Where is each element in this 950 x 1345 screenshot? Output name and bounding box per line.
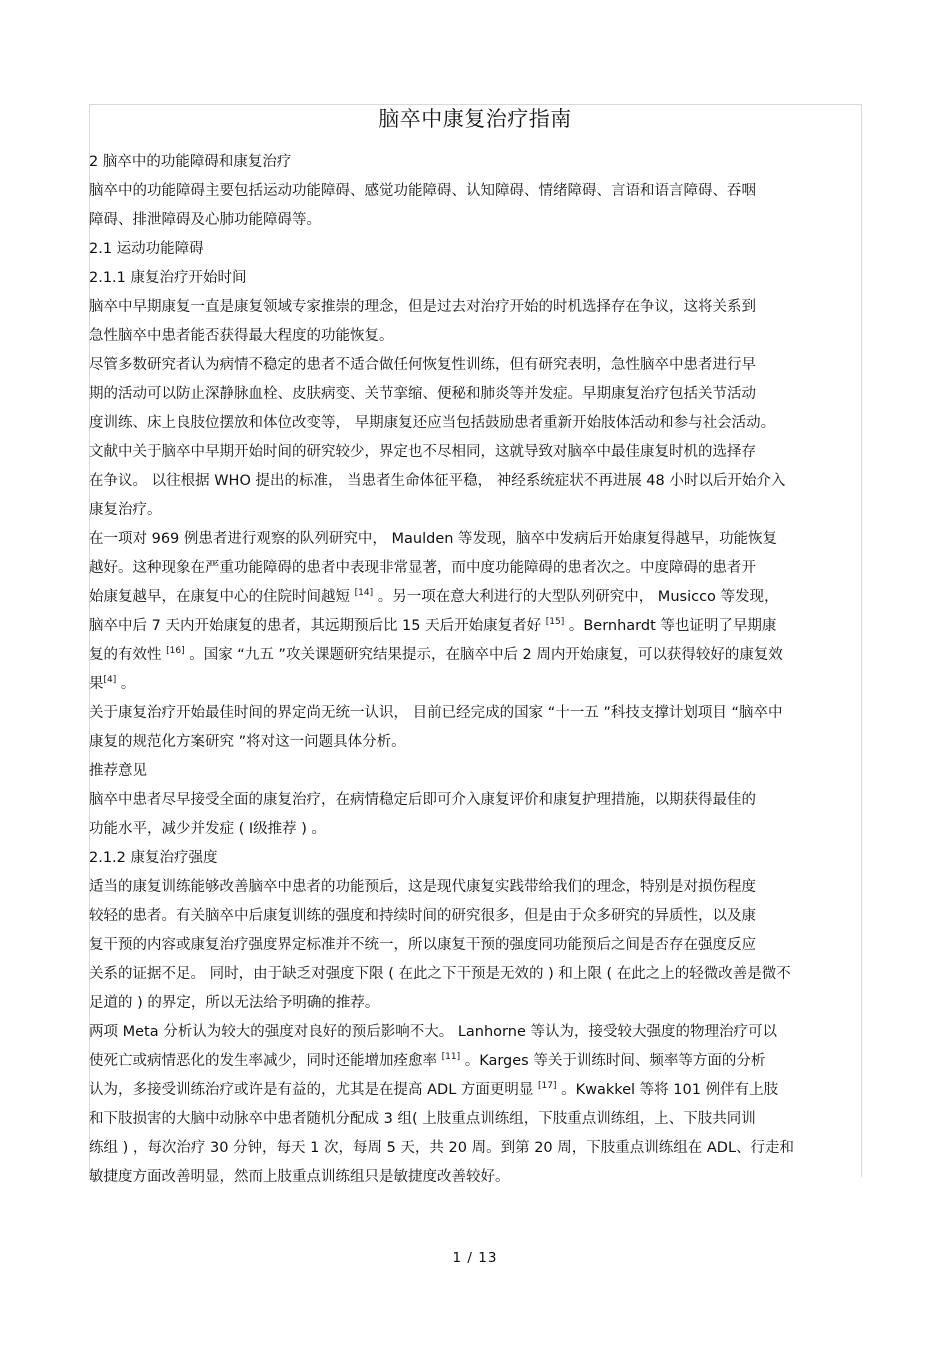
paragraph-line: 越好。这种现象在严重功能障碍的患者中表现非常显著，而中度功能障碍的患者次之。中度障碍的患者开	[89, 560, 756, 576]
paragraph-line: 功能水平，减少并发症 ( Ⅰ级推荐 ) 。	[89, 821, 327, 837]
paragraph-line: 果[4] 。	[89, 675, 136, 692]
page-title: 脑卒中康复治疗指南	[378, 107, 572, 131]
citation-marker: [17]	[538, 1081, 557, 1091]
paragraph-line: 度训练、床上良肢位摆放和体位改变等， 早期康复还应当包括鼓励患者重新开始肢体活动和参与社会活动。	[89, 415, 776, 431]
document-body	[89, 148, 859, 1192]
paragraph-line: 康复的规范化方案研究 ”将对这一问题具体分析。	[89, 734, 406, 750]
paragraph-line: 复的有效性 [16] 。国家 “九五 ”攻关课题研究结果提示，在脑卒中后 2 周内开始康复，可以获得较好的康复效	[89, 646, 783, 663]
citation-marker: [15]	[545, 617, 565, 627]
section-heading-2-1-1: 2.1.1 康复治疗开始时间	[89, 270, 247, 286]
citation-marker: [14]	[354, 588, 374, 598]
paragraph-line: 练组 ) ，每次治疗 30 分钟，每天 1 次，每周 5 天，共 20 周。到第 20 周，下肢重点训练组在 ADL、行走和	[89, 1140, 795, 1156]
paragraph-line: 在一项对 969 例患者进行观察的队列研究中， Maulden 等发现，脑卒中发病后开始康复得越早，功能恢复	[89, 531, 778, 547]
paragraph-line: 适当的康复训练能够改善脑卒中患者的功能预后，这是现代康复实践带给我们的理念，特别是对损伤程度	[89, 879, 756, 895]
paragraph-line: 尽管多数研究者认为病情不稳定的患者不适合做任何恢复性训练，但有研究表明，急性脑卒中患者进行早	[89, 357, 756, 373]
page-number: 1 / 13	[452, 1250, 498, 1266]
paragraph-line: 始康复越早，在康复中心的住院时间越短 [14] 。另一项在意大利进行的大型队列研究中， Musicco 等发现，	[89, 588, 779, 605]
recommendation-heading: 推荐意见	[89, 763, 147, 779]
paragraph-line: 康复治疗。	[89, 502, 162, 518]
paragraph-line: 敏捷度方面改善明显，然而上肢重点训练组只是敏捷度改善较好。	[89, 1169, 510, 1185]
paragraph-line: 期的活动可以防止深静脉血栓、皮肤病变、关节挛缩、便秘和肺炎等并发症。早期康复治疗包括关节活动	[89, 386, 756, 402]
paragraph-line: 急性脑卒中患者能否获得最大程度的功能恢复。	[89, 328, 394, 344]
paragraph-line: 使死亡或病情恶化的发生率减少，同时还能增加痊愈率 [11] 。Karges 等关于训练时间、频率等方面的分析	[89, 1052, 766, 1069]
paragraph-line: 和下肢损害的大脑中动脉卒中患者随机分配成 3 组( 上肢重点训练组，下肢重点训练组，上、下肢共同训	[89, 1111, 756, 1127]
paragraph-line: 文献中关于脑卒中早期开始时间的研究较少，界定也不尽相同，这就导致对脑卒中最佳康复时机的选择存	[89, 444, 756, 460]
paragraph-line: 在争议。 以往根据 WHO 提出的标准， 当患者生命体征平稳， 神经系统症状不再进展 48 小时以后开始介入	[89, 473, 786, 489]
paragraph-line: 复干预的内容或康复治疗强度界定标准并不统一，所以康复干预的强度同功能预后之间是否存在强度反应	[89, 937, 756, 953]
paragraph-line: 脑卒中的功能障碍主要包括运动功能障碍、感觉功能障碍、认知障碍、情绪障碍、言语和语言障碍、吞咽	[89, 183, 756, 199]
paragraph-line: 关于康复治疗开始最佳时间的界定尚无统一认识， 目前已经完成的国家 “十一五 ”科技支撑计划项目 “脑卒中	[89, 705, 783, 721]
section-heading-2: 2 脑卒中的功能障碍和康复治疗	[89, 154, 292, 170]
section-heading-2-1-2: 2.1.2 康复治疗强度	[89, 850, 218, 866]
paragraph-line: 关系的证据不足。 同时，由于缺乏对强度下限 ( 在此之下干预是无效的 ) 和上限 ( 在此之上的轻微改善是微不	[89, 966, 791, 982]
paragraph-line: 脑卒中早期康复一直是康复领域专家推崇的理念，但是过去对治疗开始的时机选择存在争议，这将关系到	[89, 299, 756, 315]
paragraph-line: 脑卒中后 7 天内开始康复的患者，其远期预后比 15 天后开始康复者好 [15] 。Bernhardt 等也证明了早期康	[89, 617, 777, 634]
citation-marker: [4]	[103, 675, 117, 685]
citation-marker: [16]	[166, 646, 185, 656]
citation-marker: [11]	[441, 1052, 461, 1062]
paragraph-line: 两项 Meta 分析认为较大的强度对良好的预后影响不大。 Lanhorne 等认为，接受较大强度的物理治疗可以	[89, 1024, 777, 1040]
paragraph-line: 较轻的患者。有关脑卒中后康复训练的强度和持续时间的研究很多，但是由于众多研究的异质性，以及康	[89, 908, 756, 924]
paragraph-line: 足道的 ) 的界定，所以无法给予明确的推荐。	[89, 995, 380, 1011]
section-heading-2-1: 2.1 运动功能障碍	[89, 241, 204, 257]
paragraph-line: 脑卒中患者尽早接受全面的康复治疗，在病情稳定后即可介入康复评价和康复护理措施，以期获得最佳的	[89, 792, 756, 808]
paragraph-line: 障碍、排泄障碍及心肺功能障碍等。	[89, 212, 321, 228]
paragraph-line: 认为，多接受训练治疗或许是有益的，尤其是在提高 ADL 方面更明显 [17] 。Kwakkel 等将 101 例伴有上肢	[89, 1081, 779, 1098]
